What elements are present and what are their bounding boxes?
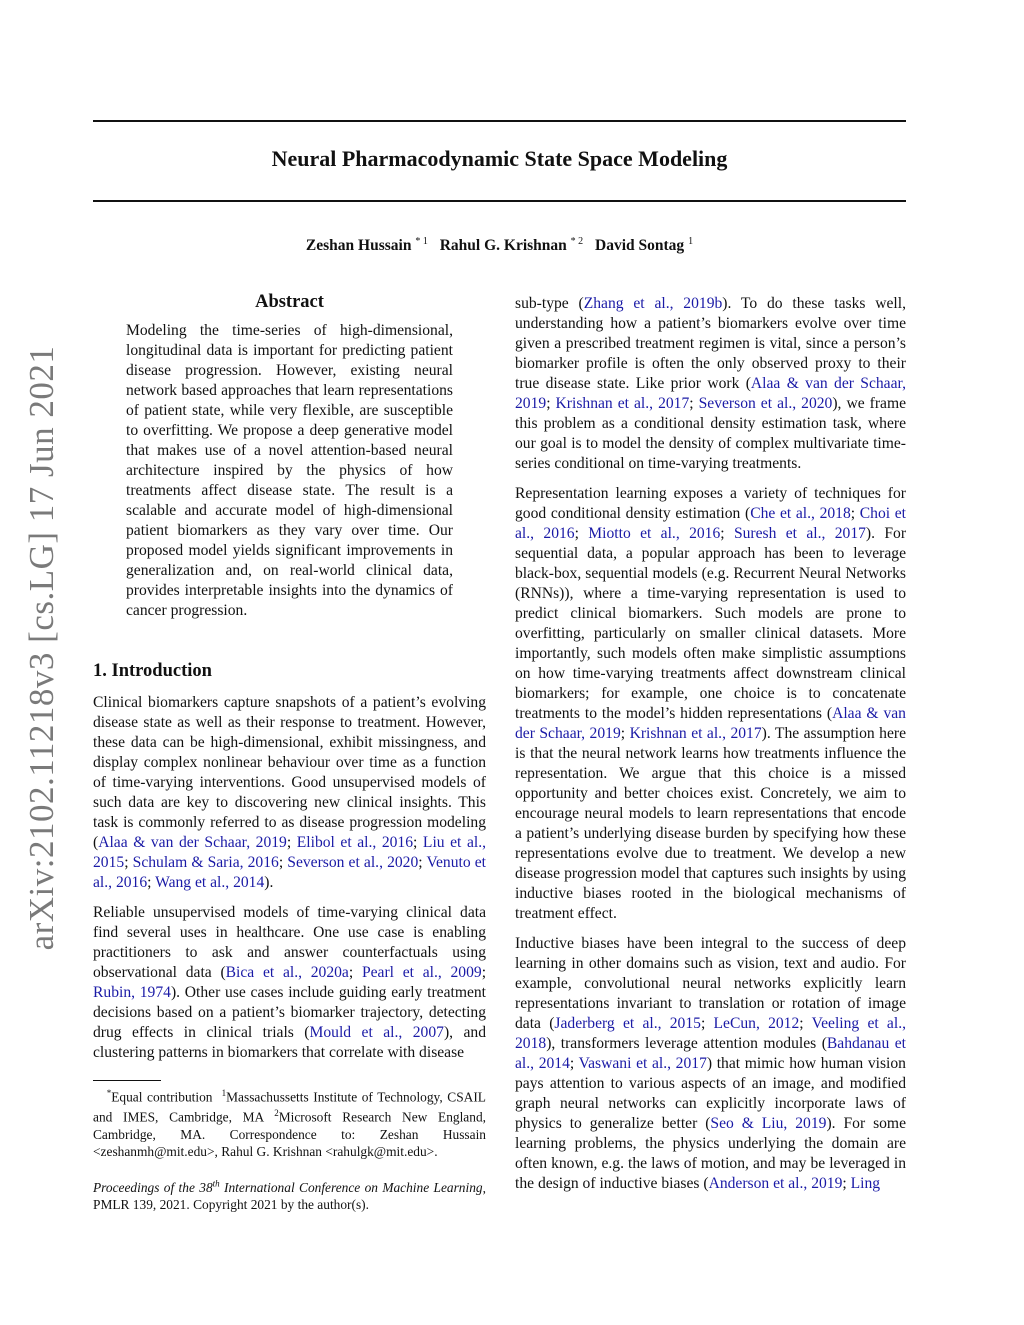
author-name: Rahul G. Krishnan	[439, 237, 567, 255]
paragraph-text: ). For some learning problems, the physics underlying the domain are often known, e.g. the laws of motion, and may be leveraged in the design of inductive biases (	[515, 1115, 906, 1192]
proceedings-sup: th	[212, 1178, 220, 1189]
paragraph-text: ;	[418, 854, 427, 871]
paragraph-text: ;	[124, 854, 133, 871]
author-name: Zeshan Hussain	[305, 237, 412, 255]
citation-link[interactable]: Alaa & van der Schaar, 2019	[98, 834, 287, 851]
paragraph-text: ;	[481, 964, 487, 981]
paper-title: Neural Pharmacodynamic State Space Modeling	[271, 146, 728, 171]
citation-link[interactable]: Krishnan et al., 2017	[555, 395, 690, 412]
author	[595, 237, 693, 254]
citation-link[interactable]: Venuto et al., 2016	[93, 854, 486, 891]
right-paragraphs	[515, 294, 906, 1194]
citation-link[interactable]: Severson et al., 2020	[287, 854, 419, 871]
proceedings-venue: International Conference on Machine Learning	[219, 1180, 483, 1196]
citation-link[interactable]: Che et al., 2018	[750, 505, 851, 522]
paragraph-text: ). Other use cases include guiding early treatment decisions based on a patient’s biomarker trajectory, detecting drug effects in clinical trials (	[93, 984, 486, 1041]
paragraph-text: ;	[278, 854, 288, 871]
citation-link[interactable]: Jaderberg et al., 2015	[554, 1015, 701, 1032]
paragraph-text: ). The assumption here is that the neural network learns how treatments influence the representation. We argue that this choice is a missed opportunity and better choices exist. Concretely, we aim to encourage neural models to learn representations that encode a patient’s underlying disease burden by specifying how these representations evolve due to treatment. We develop a new disease progression model that captures such insights by using inductive biases rooted in the biological mechanisms of treatment effect.	[515, 725, 906, 922]
paragraph-text: ;	[147, 874, 156, 891]
footnote-affiliation-2: Microsoft Research New England, Cambridge, MA. Correspondence to: Zeshan Hussain <zeshanmh@mit.edu>, Rahul G. Krishnan <rahulgk@mit.edu>.	[93, 1109, 486, 1159]
citation-link[interactable]: Choi et al., 2016	[515, 505, 907, 542]
author-mark: * 2	[570, 236, 584, 247]
footnote-rule	[93, 1080, 161, 1081]
paragraph-text: ;	[720, 525, 734, 542]
paragraph-text: ).	[264, 874, 274, 891]
paragraph-text: ;	[348, 964, 362, 981]
paragraph-text: sub-type (	[515, 295, 584, 312]
citation-link[interactable]: Wang et al., 2014	[155, 874, 265, 891]
paragraph-text: Representation learning exposes a variety of techniques for good conditional density estimation (	[515, 485, 906, 522]
paragraph-text: ), transformers leverage attention modules (	[546, 1035, 827, 1052]
paragraph	[515, 294, 906, 474]
citation-link[interactable]: Severson et al., 2020	[698, 395, 833, 412]
proceedings-note	[93, 1176, 486, 1213]
footnote-affiliation-1: Massachussetts Institute of Technology, CSAIL and IMES, Cambridge, MA	[93, 1089, 486, 1125]
author-list	[93, 236, 906, 255]
citation-link[interactable]: Mould et al., 2007	[309, 1024, 444, 1041]
citation-link[interactable]: Suresh et al., 2017	[733, 525, 866, 542]
citation-link[interactable]: Rubin, 1974	[93, 984, 171, 1001]
citation-link[interactable]: Alaa & van der Schaar, 2019	[515, 705, 906, 742]
author-mark: 1	[688, 236, 694, 247]
author	[306, 237, 428, 254]
citation-link[interactable]: Schulam & Saria, 2016	[132, 854, 279, 871]
paragraph-text: ;	[842, 1175, 851, 1192]
author	[440, 237, 583, 254]
paragraph-text: ), and clustering patterns in biomarkers that correlate with disease	[93, 1024, 486, 1061]
citation-link[interactable]: Ling	[850, 1175, 881, 1192]
citation-link[interactable]: Miotto et al., 2016	[588, 525, 721, 542]
right-column	[515, 294, 906, 1204]
paragraph-text: ;	[546, 395, 556, 412]
paragraph-text: ) that mimic how human vision pays attention to various aspects of an image, and modified graph neural networks can explicitly incorporate laws of physics to generalize better (	[515, 1055, 906, 1132]
citation-link[interactable]: Liu et al., 2015	[93, 834, 486, 871]
arxiv-identifier: arXiv:2102.11218v3 [cs.LG] 17 Jun 2021	[22, 345, 61, 951]
paragraph-text: ). To do these tasks well, understanding how a patient’s biomarkers evolve over time given a prescribed treatment regimen is vital, since a person’s biomarker profile is often the only observed proxy to their true disease state. Like prior work (	[515, 295, 906, 392]
paragraph-text: ;	[286, 834, 297, 851]
paragraph-text: ;	[620, 725, 630, 742]
citation-link[interactable]: Pearl et al., 2009	[361, 964, 482, 981]
footnote-equal-contribution: Equal contribution	[111, 1089, 213, 1105]
title-bottom-rule	[93, 200, 906, 202]
citation-link[interactable]: Elibol et al., 2016	[296, 834, 414, 851]
top-rule	[93, 120, 906, 122]
paragraph	[93, 693, 486, 893]
proceedings-italic: Proceedings of the 38	[93, 1180, 213, 1196]
citation-link[interactable]: Seo & Liu, 2019	[710, 1115, 827, 1132]
paragraph-text: ;	[850, 505, 860, 522]
paragraph-text: ;	[574, 525, 589, 542]
paragraph-text: ). For sequential data, a popular approach has been to leverage black-box, sequential models (e.g. Recurrent Neural Networks (RNNs)), where a time-varying representation is used to predict clinical biomarkers. Such models are prone to overfitting, particularly on smaller clinical datasets. More importantly, such models often make simplistic assumptions on how time-varying treatments affect downstream clinical biomarkers; for example, one choice is to concatenate treatments to the model’s hidden representations (	[515, 525, 907, 722]
citation-link[interactable]: Vaswani et al., 2017	[578, 1055, 707, 1072]
citation-link[interactable]: LeCun, 2012	[713, 1015, 800, 1032]
paragraph-text: ;	[799, 1015, 812, 1032]
left-paragraphs	[93, 693, 486, 1063]
author-name: David Sontag	[595, 237, 685, 255]
citation-link[interactable]: Bahdanau et al., 2014	[515, 1035, 906, 1072]
paragraph-text: ), we frame this problem as a conditional density estimation task, where our goal is to model the density of complex multivariate time-series conditional on time-varying treatments.	[515, 395, 907, 472]
citation-link[interactable]: Zhang et al., 2019b	[583, 295, 723, 312]
paragraph-text: Clinical biomarkers capture snapshots of a patient’s evolving disease state as well as their response to treatment. However, these data can be high-dimensional, exhibit missingness, and display complex nonlinear behaviour over time as a function of time-varying interventions. Good unsupervised models of such data are key to discovering new clinical insights. This task is commonly referred to as disease progression modeling (	[93, 694, 486, 851]
abstract-heading: Abstract	[255, 292, 324, 312]
paragraph-text: ;	[689, 395, 699, 412]
paragraph	[93, 903, 486, 1063]
paragraph-text: ;	[413, 834, 423, 851]
paragraph-text: ;	[569, 1055, 579, 1072]
paragraph-text: Inductive biases have been integral to the success of deep learning in other domains such as vision, text and audio. For example, convolutional neural networks explicitly learn representations invariant to translation or rotation of image data (	[515, 935, 906, 1032]
left-column	[93, 292, 486, 1213]
citation-link[interactable]: Bica et al., 2020a	[225, 964, 349, 981]
citation-link[interactable]: Veeling et al., 2018	[515, 1015, 906, 1052]
citation-link[interactable]: Anderson et al., 2019	[708, 1175, 843, 1192]
citation-link[interactable]: Krishnan et al., 2017	[629, 725, 762, 742]
section-heading-introduction: 1. Introduction	[93, 661, 212, 681]
paragraph-text: Reliable unsupervised models of time-varying clinical data find several uses in healthcare. One use case is enabling practitioners to ask and answer counterfactuals using observational data (	[93, 904, 486, 981]
citation-link[interactable]: Alaa & van der Schaar, 2019	[515, 375, 906, 412]
paragraph-text: ;	[700, 1015, 714, 1032]
footnote: *Equal contribution $^1$Massachussetts Institute of Technology, CSAIL and IMES, Cambridge, MA $^2$Microsoft Research New England, Cambridge, MA. Correspondence to: Zeshan Hussain <zeshanmh@mit.edu>, Rahul G. Krishnan <rahulgk@mit.edu>.	[93, 1088, 486, 1159]
author-mark: * 1	[415, 236, 428, 247]
proceedings-copyright: , PMLR 139, 2021. Copyright 2021 by the author(s).	[93, 1180, 486, 1213]
paragraph	[515, 934, 906, 1194]
paragraph	[515, 484, 906, 924]
abstract-text: Modeling the time-series of high-dimensional, longitudinal data is important for predicting patient disease progression. However, existing neural network based approaches that learn representations of patient state, while very flexible, are susceptible to overfitting. We propose a deep generative model that makes use of a novel attention-based neural architecture inspired by the physics of how treatments affect disease state. The result is a scalable and accurate model of high-dimensional patient biomarkers as they vary over time. Our proposed model yields significant improvements in generalization and, on real-world clinical data, provides interpretable insights into the dynamics of cancer progression.	[126, 322, 453, 619]
